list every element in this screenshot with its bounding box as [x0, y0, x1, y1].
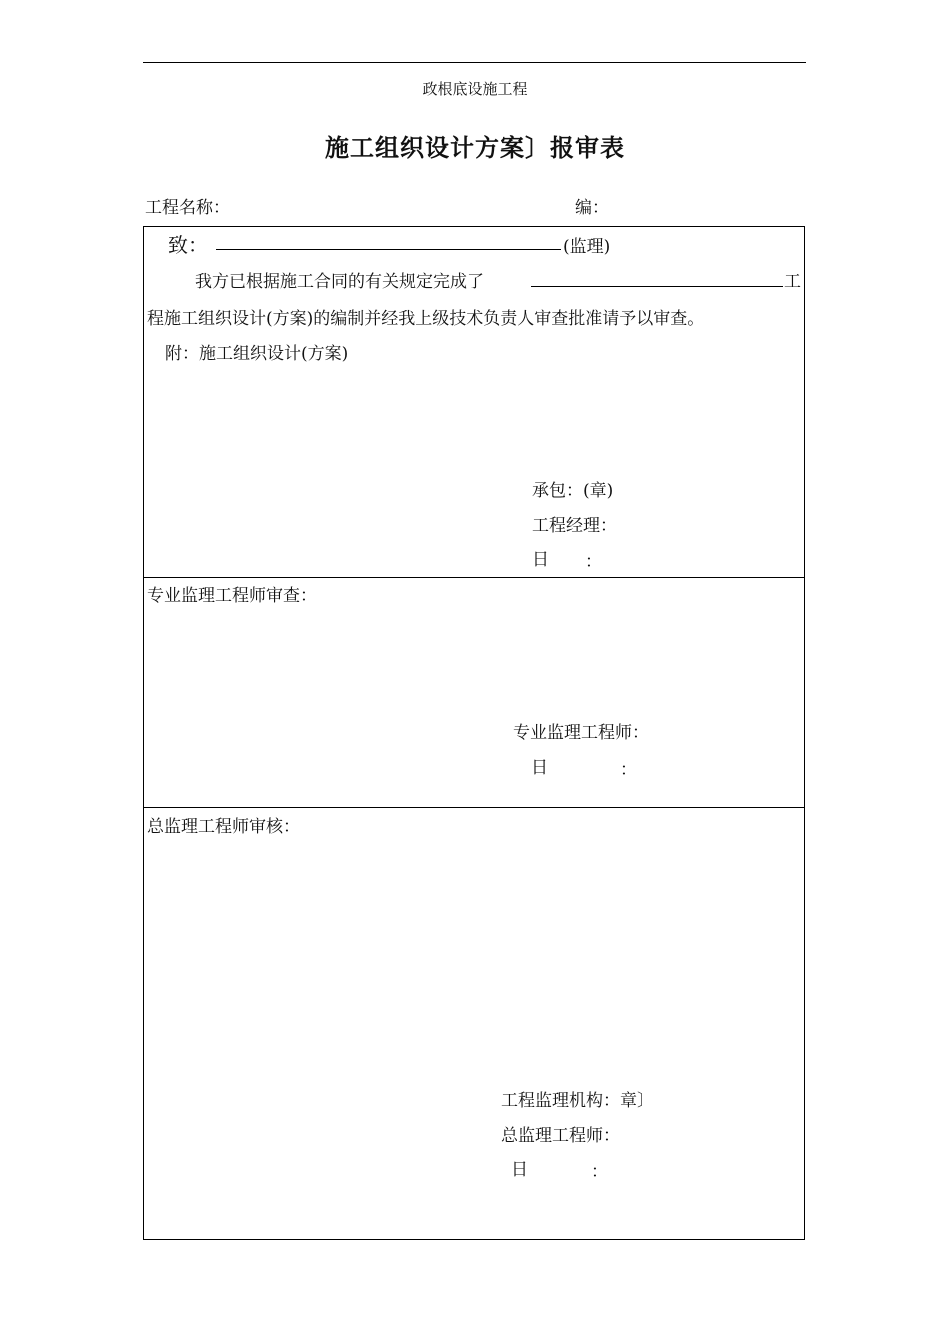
body-line1-prefix: 我方已根据施工合同的有关规定完成了 — [195, 272, 484, 292]
to-suffix: (监理) — [563, 237, 611, 257]
supervision-org-seal-label: 工程监理机构：章〕 — [501, 1091, 654, 1111]
supervisor-name-field[interactable] — [216, 249, 561, 250]
date-label: 日 — [532, 550, 549, 570]
project-name-label: 工程名称： — [145, 198, 230, 218]
chief-engineer-label: 总监理工程师： — [501, 1126, 620, 1146]
form-title: 施工组织设计方案〕报审表 — [325, 133, 625, 162]
project-work-field[interactable] — [531, 286, 783, 287]
attachment-line: 附：施工组织设计(方案) — [165, 344, 349, 364]
body-line2: 程施工组织设计(方案)的编制并经我上级技术负责人审查批准请予以审查。 — [147, 309, 705, 329]
date-label: 日 — [531, 758, 548, 778]
header-rule — [143, 62, 806, 63]
to-label: 致： — [168, 233, 208, 257]
specialist-engineer-label: 专业监理工程师： — [513, 723, 649, 743]
section-divider-1 — [143, 577, 805, 578]
page-header: 政根底设施工程 — [422, 80, 528, 98]
form-table — [143, 226, 805, 1240]
contractor-seal-label: 承包：(章) — [532, 481, 614, 501]
project-manager-label: 工程经理： — [532, 516, 617, 536]
section-divider-2 — [143, 807, 805, 808]
date-colon: ： — [585, 552, 602, 572]
chief-review-heading: 总监理工程师审核： — [147, 817, 300, 837]
date-colon: ： — [591, 1162, 608, 1182]
engineer-review-heading: 专业监理工程师审查： — [147, 586, 317, 606]
number-label: 编： — [575, 198, 609, 218]
date-label: 日 — [511, 1160, 528, 1180]
date-colon: ： — [620, 760, 637, 780]
body-line1-suffix: 工 — [784, 272, 801, 292]
